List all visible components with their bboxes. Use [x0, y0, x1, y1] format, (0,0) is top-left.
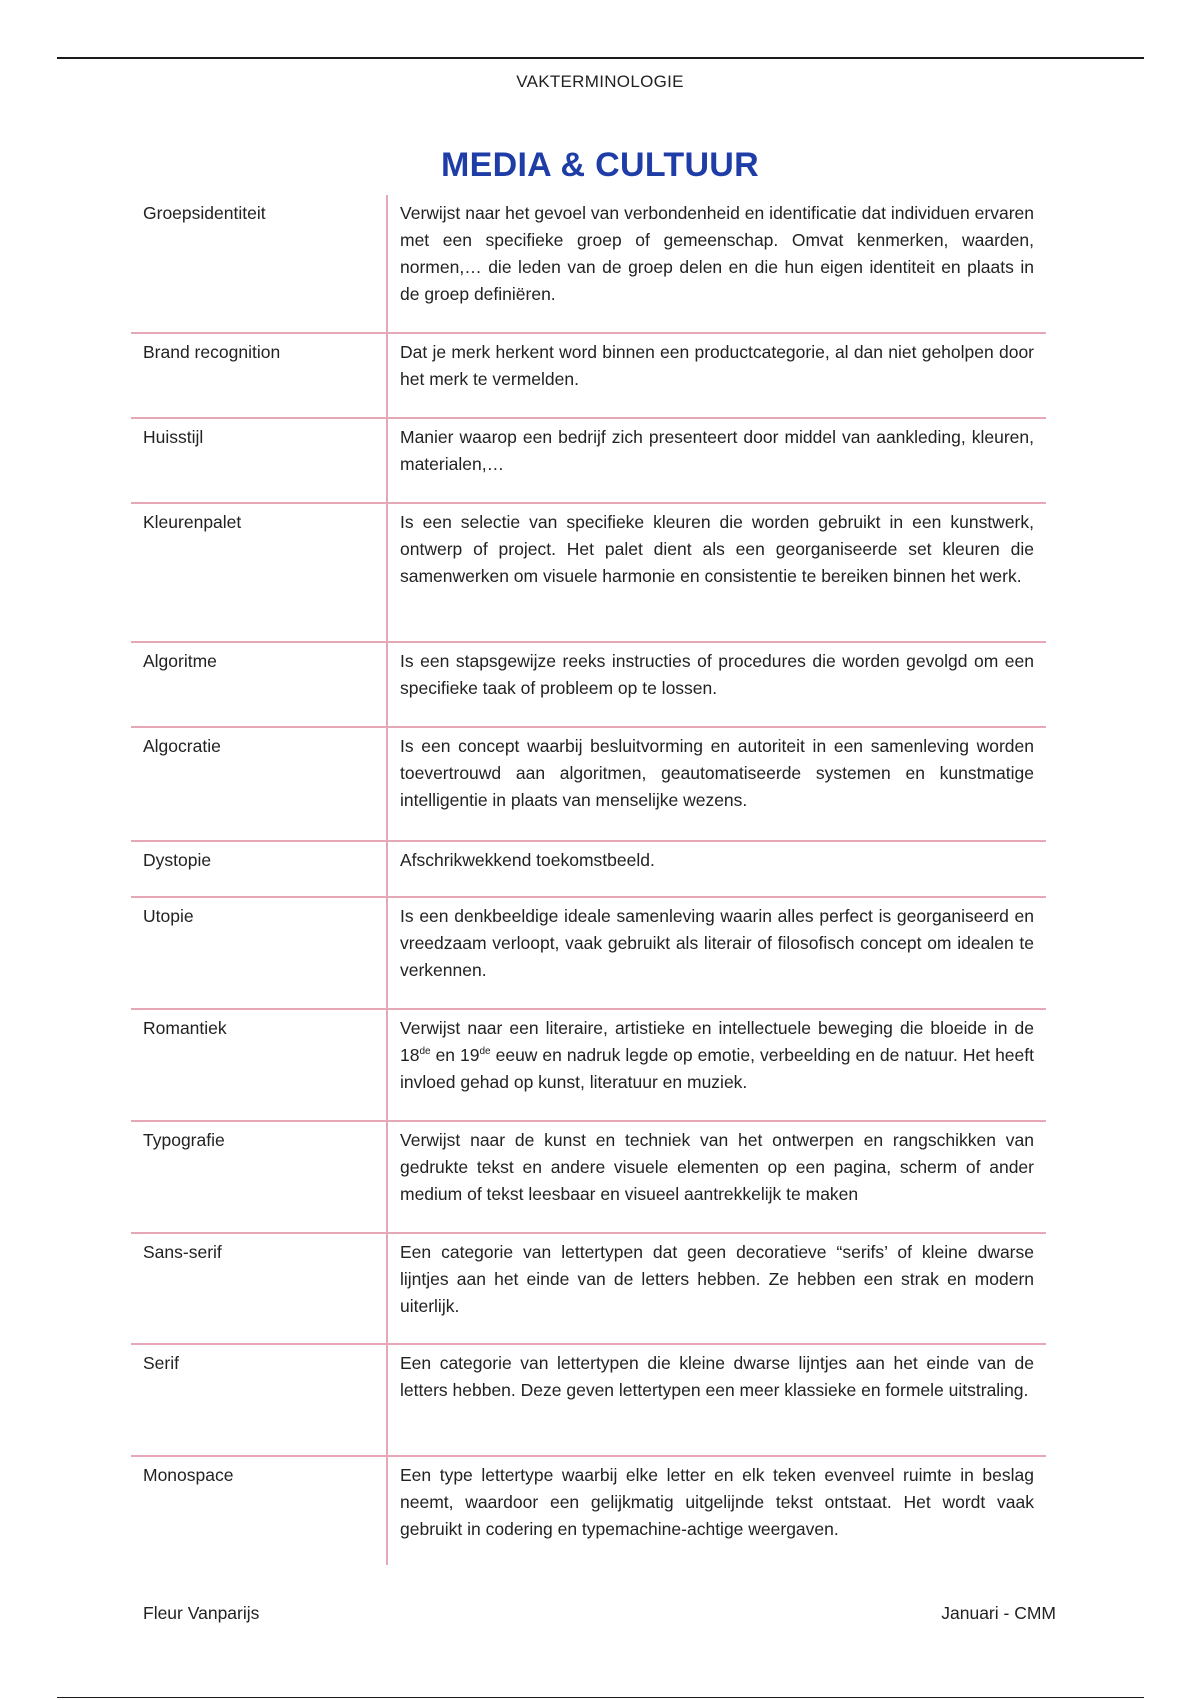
footer-info: Januari - CMM [941, 1603, 1056, 1623]
glossary-term: Typografie [131, 1122, 388, 1232]
glossary-row [131, 417, 1046, 502]
glossary-row [131, 840, 1046, 896]
glossary-row [131, 195, 1046, 332]
glossary-definition: Een categorie van lettertypen die kleine dwarse lijntjes aan het einde van de letters hebben. Deze geven lettertypen een meer klassieke en formele uitstraling. [400, 1353, 1034, 1400]
glossary-row [131, 1343, 1046, 1455]
glossary-row [131, 726, 1046, 840]
glossary-definition: Verwijst naar de kunst en techniek van het ontwerpen en rangschikken van gedrukte tekst en andere visuele elementen op een pagina, scherm of ander medium of tekst leesbaar en visueel aantrekkelijk te maken [400, 1130, 1034, 1204]
definition-text: en 19 [430, 1045, 480, 1065]
glossary-row [131, 896, 1046, 1008]
glossary-table [131, 195, 1046, 1565]
glossary-term: Algocratie [131, 728, 388, 840]
glossary-definition: Is een selectie van specifieke kleuren die worden gebruikt in een kunstwerk, ontwerp of project. Het palet dient als een georganiseerde set kleuren die samenwerken om visuele harmonie en consistentie te bereiken binnen het werk. [400, 512, 1034, 586]
glossary-row [131, 332, 1046, 417]
glossary-definition [388, 1010, 1046, 1120]
glossary-term: Kleurenpalet [131, 504, 388, 641]
glossary-definition: Manier waarop een bedrijf zich presenteert door middel van aankleding, kleuren, materialen,… [400, 427, 1034, 474]
glossary-term: Serif [131, 1345, 388, 1455]
page-title: MEDIA & CULTUUR [440, 146, 760, 184]
glossary-definition: Een categorie van lettertypen dat geen decoratieve “serifs’ of kleine dwarse lijntjes aan het einde van de letters hebben. Ze hebben een strak en modern uiterlijk. [400, 1242, 1034, 1316]
definition-text: eeuw en nadruk legde op emotie, verbeelding en de natuur. Het heeft invloed gehad op kunst, literatuur en muziek. [400, 1045, 1034, 1092]
glossary-row [131, 641, 1046, 726]
glossary-row [131, 1008, 1046, 1120]
ordinal-suffix: de [479, 1046, 491, 1057]
glossary-term: Huisstijl [131, 419, 388, 502]
glossary-term: Romantiek [131, 1010, 388, 1120]
glossary-definition: Is een denkbeeldige ideale samenleving waarin alles perfect is georganiseerd en vreedzaam verloopt, vaak gebruikt als literair of filosofisch concept om idealen te verkennen. [400, 906, 1034, 980]
glossary-definition: Is een stapsgewijze reeks instructies of procedures die worden gevolgd om een specifieke taak of probleem op te lossen. [400, 651, 1034, 698]
glossary-term: Brand recognition [131, 334, 388, 417]
glossary-definition: Verwijst naar het gevoel van verbondenheid en identificatie dat individuen ervaren met een specifieke groep of gemeenschap. Omvat kenmerken, waarden, normen,… die leden van de groep delen en die hun eigen identiteit en plaats in de groep definiëren. [400, 203, 1034, 304]
glossary-definition: Dat je merk herkent word binnen een productcategorie, al dan niet geholpen door het merk te vermelden. [400, 342, 1034, 389]
footer-rule [57, 1697, 1144, 1698]
footer-author: Fleur Vanparijs [143, 1603, 260, 1623]
glossary-definition: Is een concept waarbij besluitvorming en autoriteit in een samenleving worden toevertrouwd aan algoritmen, geautomatiseerde systemen en kunstmatige intelligentie in plaats van menselijke wezens. [400, 736, 1034, 810]
glossary-term: Utopie [131, 898, 388, 1008]
glossary-term: Dystopie [131, 842, 388, 896]
glossary-definition: Afschrikwekkend toekomstbeeld. [400, 850, 655, 870]
glossary-row [131, 1232, 1046, 1343]
glossary-row [131, 502, 1046, 641]
glossary-row [131, 1455, 1046, 1565]
glossary-term: Algoritme [131, 643, 388, 726]
glossary-row [131, 1120, 1046, 1232]
page-header: VAKTERMINOLOGIE [516, 72, 684, 91]
glossary-term: Monospace [131, 1457, 388, 1565]
definition-text: Verwijst naar een literaire, artistieke en intellectuele beweging die bloeide in de 18 [400, 1018, 1034, 1065]
glossary-term: Groepsidentiteit [131, 195, 388, 332]
glossary-definition: Een type lettertype waarbij elke letter en elk teken evenveel ruimte in beslag neemt, waardoor een gelijkmatig uitgelijnde tekst ontstaat. Het wordt vaak gebruikt in codering en typemachine-achtige weergaven. [400, 1465, 1034, 1539]
header-rule [57, 57, 1144, 59]
ordinal-suffix: de [419, 1046, 431, 1057]
glossary-term: Sans-serif [131, 1234, 388, 1343]
